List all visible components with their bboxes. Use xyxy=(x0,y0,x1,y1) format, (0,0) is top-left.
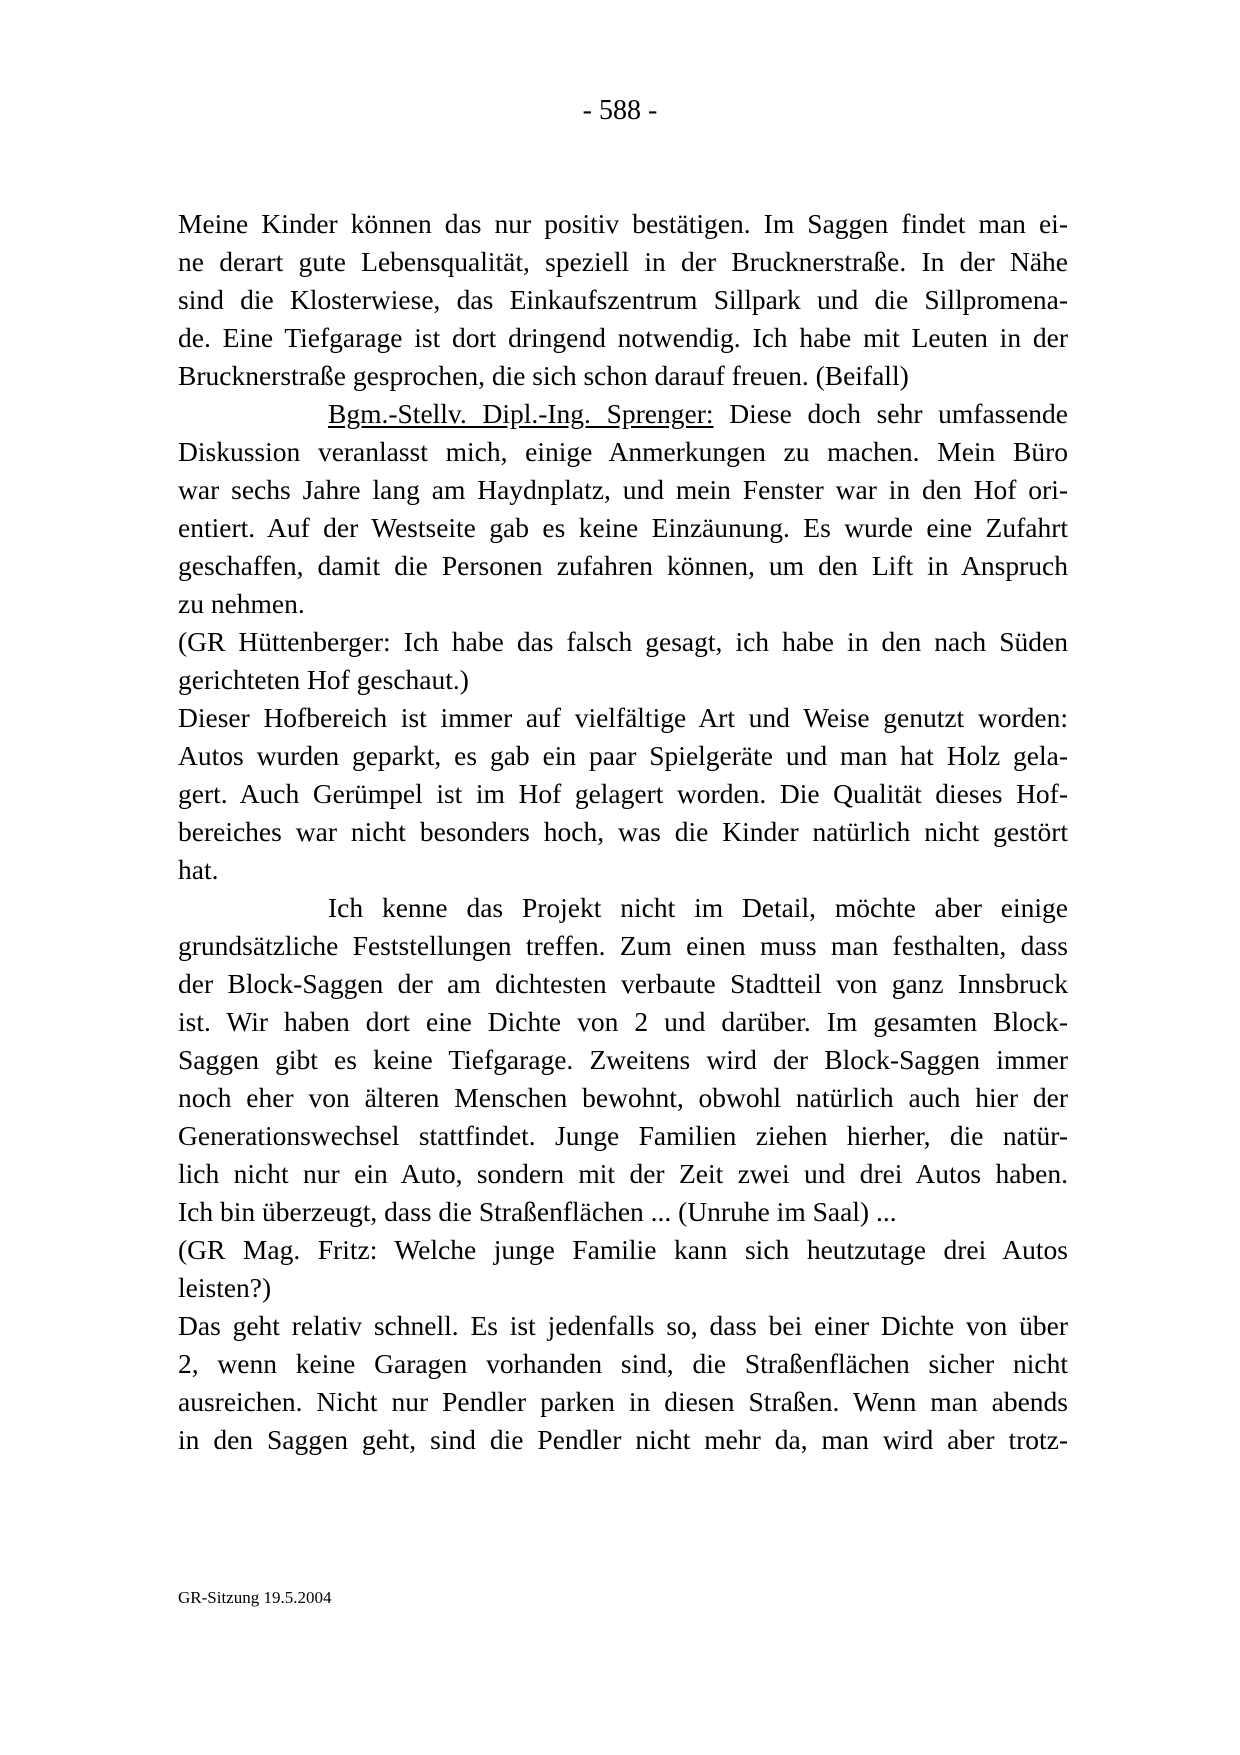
document-body xyxy=(178,205,1068,1459)
speaker-name: Bgm.-Stellv. Dipl.-Ing. Sprenger: xyxy=(328,398,714,429)
text-line: de. Eine Tiefgarage ist dort dringend notwendig. Ich habe mit Leuten in der xyxy=(178,322,1068,353)
footer-session-date: GR-Sitzung 19.5.2004 xyxy=(178,1588,332,1607)
text-line: Ich bin überzeugt, dass die Straßenflächen ... (Unruhe im Saal) ... xyxy=(178,1196,897,1227)
text-line: grundsätzliche Feststellungen treffen. Zum einen muss man festhalten, dass xyxy=(178,930,1068,961)
speaker-line xyxy=(178,395,1068,433)
text-line: 2, wenn keine Garagen vorhanden sind, die Straßenflächen sicher nicht xyxy=(178,1348,1068,1379)
text-line: Das geht relativ schnell. Es ist jedenfalls so, dass bei einer Dichte von über xyxy=(178,1310,1068,1341)
text-line: ausreichen. Nicht nur Pendler parken in diesen Straßen. Wenn man abends xyxy=(178,1386,1068,1417)
text-fragment: Diese doch sehr umfassende xyxy=(713,398,1068,429)
text-line: Brucknerstraße gesprochen, die sich schon darauf freuen. (Beifall) xyxy=(178,360,909,391)
text-line: in den Saggen geht, sind die Pendler nicht mehr da, man wird aber trotz- xyxy=(178,1424,1068,1455)
text-line: geschaffen, damit die Personen zufahren können, um den Lift in Anspruch xyxy=(178,550,1068,581)
interjection-line: gerichteten Hof geschaut.) xyxy=(178,664,469,695)
text-line: hat. xyxy=(178,854,219,885)
text-line: bereiches war nicht besonders hoch, was die Kinder natürlich nicht gestört xyxy=(178,816,1068,847)
text-line: entiert. Auf der Westseite gab es keine Einzäunung. Es wurde eine Zufahrt xyxy=(178,512,1068,543)
text-line: der Block-Saggen der am dichtesten verbaute Stadtteil von ganz Innsbruck xyxy=(178,968,1068,999)
text-line: Ich kenne das Projekt nicht im Detail, möchte aber einige xyxy=(328,892,1068,923)
text-line: Meine Kinder können das nur positiv bestätigen. Im Saggen findet man ei- xyxy=(178,208,1068,239)
interjection-line: (GR Hüttenberger: Ich habe das falsch gesagt, ich habe in den nach Süden xyxy=(178,626,1068,657)
text-line: sind die Klosterwiese, das Einkaufszentrum Sillpark und die Sillpromena- xyxy=(178,284,1068,315)
text-line: Dieser Hofbereich ist immer auf vielfältige Art und Weise genutzt worden: xyxy=(178,702,1068,733)
text-line: Diskussion veranlasst mich, einige Anmerkungen zu machen. Mein Büro xyxy=(178,436,1068,467)
text-line: ist. Wir haben dort eine Dichte von 2 und darüber. Im gesamten Block- xyxy=(178,1006,1068,1037)
text-line: noch eher von älteren Menschen bewohnt, obwohl natürlich auch hier der xyxy=(178,1082,1068,1113)
page-number: - 588 - xyxy=(582,95,658,126)
interjection-line: leisten?) xyxy=(178,1272,272,1303)
text-line: Autos wurden geparkt, es gab ein paar Spielgeräte und man hat Holz gela- xyxy=(178,740,1068,771)
text-line: ne derart gute Lebensqualität, speziell in der Brucknerstraße. In der Nähe xyxy=(178,246,1068,277)
text-line: lich nicht nur ein Auto, sondern mit der Zeit zwei und drei Autos haben. xyxy=(178,1158,1068,1189)
text-line: Saggen gibt es keine Tiefgarage. Zweitens wird der Block-Saggen immer xyxy=(178,1044,1068,1075)
text-line: war sechs Jahre lang am Haydnplatz, und mein Fenster war in den Hof ori- xyxy=(178,474,1068,505)
text-line: gert. Auch Gerümpel ist im Hof gelagert worden. Die Qualität dieses Hof- xyxy=(178,778,1068,809)
interjection-line: (GR Mag. Fritz: Welche junge Familie kann sich heutzutage drei Autos xyxy=(178,1234,1068,1265)
text-line: Generationswechsel stattfindet. Junge Familien ziehen hierher, die natür- xyxy=(178,1120,1068,1151)
text-line: zu nehmen. xyxy=(178,588,305,619)
